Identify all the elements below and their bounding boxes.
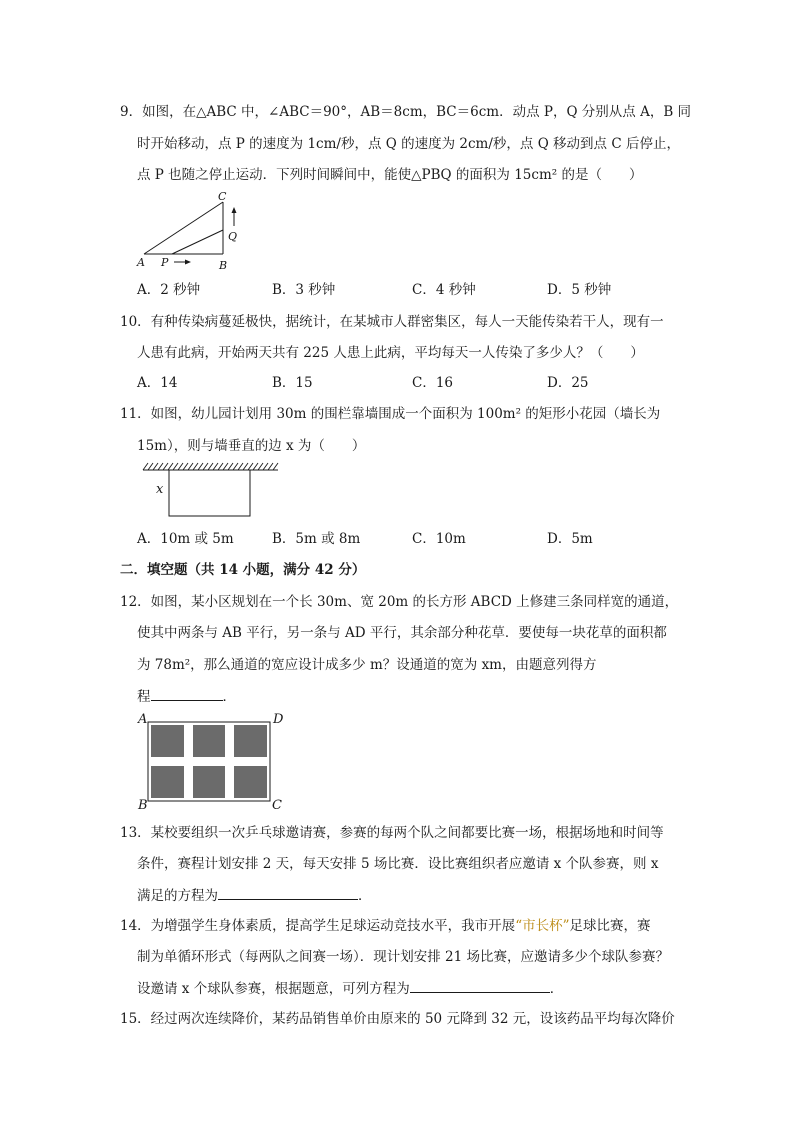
q12-text-line-4 <box>137 687 236 706</box>
q10-option-a: A．14 <box>137 375 178 391</box>
q11-option-d: D．5m <box>547 531 593 547</box>
q12-answer-blank[interactable] <box>151 687 223 701</box>
q14-line1-part-a: 14．为增强学生身体素质，提高学生足球运动竞技水平，我市开展 <box>120 918 516 934</box>
q9-fig-label-A: A <box>137 256 145 269</box>
section-2-heading: 二．填空题（共 14 小题，满分 42 分） <box>120 562 366 578</box>
q11-text-line-1: 11．如图，幼儿园计划用 30m 的围栏靠墙围成一个面积为 100m² 的矩形小花园（墙长为 <box>120 406 661 422</box>
q13-line3-prefix: 满足的方程为 <box>137 888 218 904</box>
q14-text-line-1 <box>120 917 651 935</box>
q14-line1-part-b: 足球比赛，赛 <box>569 918 651 934</box>
q14-line3-prefix: 设邀请 x 个球队参赛，根据题意，可列方程为 <box>137 981 410 997</box>
q11-wall-figure <box>140 460 280 520</box>
q14-text-line-3 <box>137 979 563 998</box>
q9-text-line-3: 点 P 也随之停止运动．下列时间瞬间中，能使△PBQ 的面积为 15cm² 的是（ ） <box>137 167 643 183</box>
q13-answer-blank[interactable] <box>218 886 358 900</box>
q14-line3-suffix: ． <box>549 981 564 997</box>
q10-text-line-2: 人患有此病，开始两天共有 225 人患上此病，平均每天一人传染了多少人？（ ） <box>137 345 644 361</box>
q12-text-line-1: 12．如图，某小区规划在一个长 30m、宽 20m 的长方形 ABCD 上修建三条同样宽的通道， <box>120 594 679 610</box>
q11-option-c: C．10m <box>412 531 466 547</box>
q9-text-line-2: 时开始移动，点 P 的速度为 1cm/秒，点 Q 的速度为 2cm/秒，点 Q 移动到点 C 后停止， <box>137 136 680 152</box>
q9-fig-label-C: C <box>218 190 227 203</box>
q9-option-a: A．2 秒钟 <box>137 282 201 298</box>
q11-text-line-2: 15m），则与墙垂直的边 x 为（ ） <box>137 438 366 454</box>
q13-text-line-2: 条件，赛程计划安排 2 天，每天安排 5 场比赛．设比赛组织者应邀请 x 个队参赛，则 x <box>137 856 659 872</box>
q9-fig-label-P: P <box>161 256 169 269</box>
q12-line4-suffix: ． <box>222 689 236 705</box>
q10-option-c: C．16 <box>412 375 454 391</box>
q12-garden-figure <box>134 710 294 814</box>
q12-fig-label-B: B <box>138 798 148 813</box>
q13-line3-suffix: ． <box>358 888 372 904</box>
q9-text-line-1: 9．如图，在△ABC 中，∠ABC＝90°，AB＝8cm，BC＝6cm．动点 P，Q 分别从点 A，B 同 <box>120 104 692 120</box>
q15-text-line-1: 15．经过两次连续降价，某药品销售单价由原来的 50 元降到 32 元，设该药品平均每次降价 <box>120 1011 675 1027</box>
q14-answer-blank[interactable] <box>410 979 550 993</box>
q9-option-b: B．3 秒钟 <box>272 282 336 298</box>
q12-text-line-2: 使其中两条与 AB 平行，另一条与 AD 平行，其余部分种花草．要使每一块花草的面积都 <box>137 625 667 641</box>
q14-text-line-2: 制为单循环形式（每两队之间赛一场）．现计划安排 21 场比赛，应邀请多少个球队参赛？ <box>137 949 670 965</box>
q12-fig-label-D: D <box>273 712 284 727</box>
q9-fig-label-Q: Q <box>228 230 238 243</box>
q11-option-a: A．10m 或 5m <box>137 531 234 547</box>
q11-fig-label-x: x <box>156 482 164 497</box>
q12-fig-label-A: A <box>138 712 148 727</box>
q10-option-b: B．15 <box>272 375 313 391</box>
q9-fig-label-B: B <box>219 259 228 272</box>
q10-option-d: D．25 <box>547 375 589 391</box>
q11-option-b: B．5m 或 8m <box>272 531 361 547</box>
q9-option-d: D．5 秒钟 <box>547 282 612 298</box>
q13-text-line-1: 13．某校要组织一次乒乓球邀请赛，参赛的每两个队之间都要比赛一场，根据场地和时间等 <box>120 825 664 841</box>
q14-highlight-cup-name: “市长杯” <box>515 918 570 934</box>
q12-fig-label-C: C <box>272 798 282 813</box>
q10-text-line-1: 10．有种传染病蔓延极快，据统计，在某城市人群密集区，每人一天能传染若干人，现有一 <box>120 314 664 330</box>
q9-triangle-figure <box>134 190 254 270</box>
q12-text-line-3: 为 78m²，那么通道的宽应设计成多少 m？设通道的宽为 xm，由题意列得方 <box>137 657 597 673</box>
q13-text-line-3 <box>137 886 372 905</box>
q9-option-c: C．4 秒钟 <box>412 282 476 298</box>
q12-line4-prefix: 程 <box>137 689 151 705</box>
